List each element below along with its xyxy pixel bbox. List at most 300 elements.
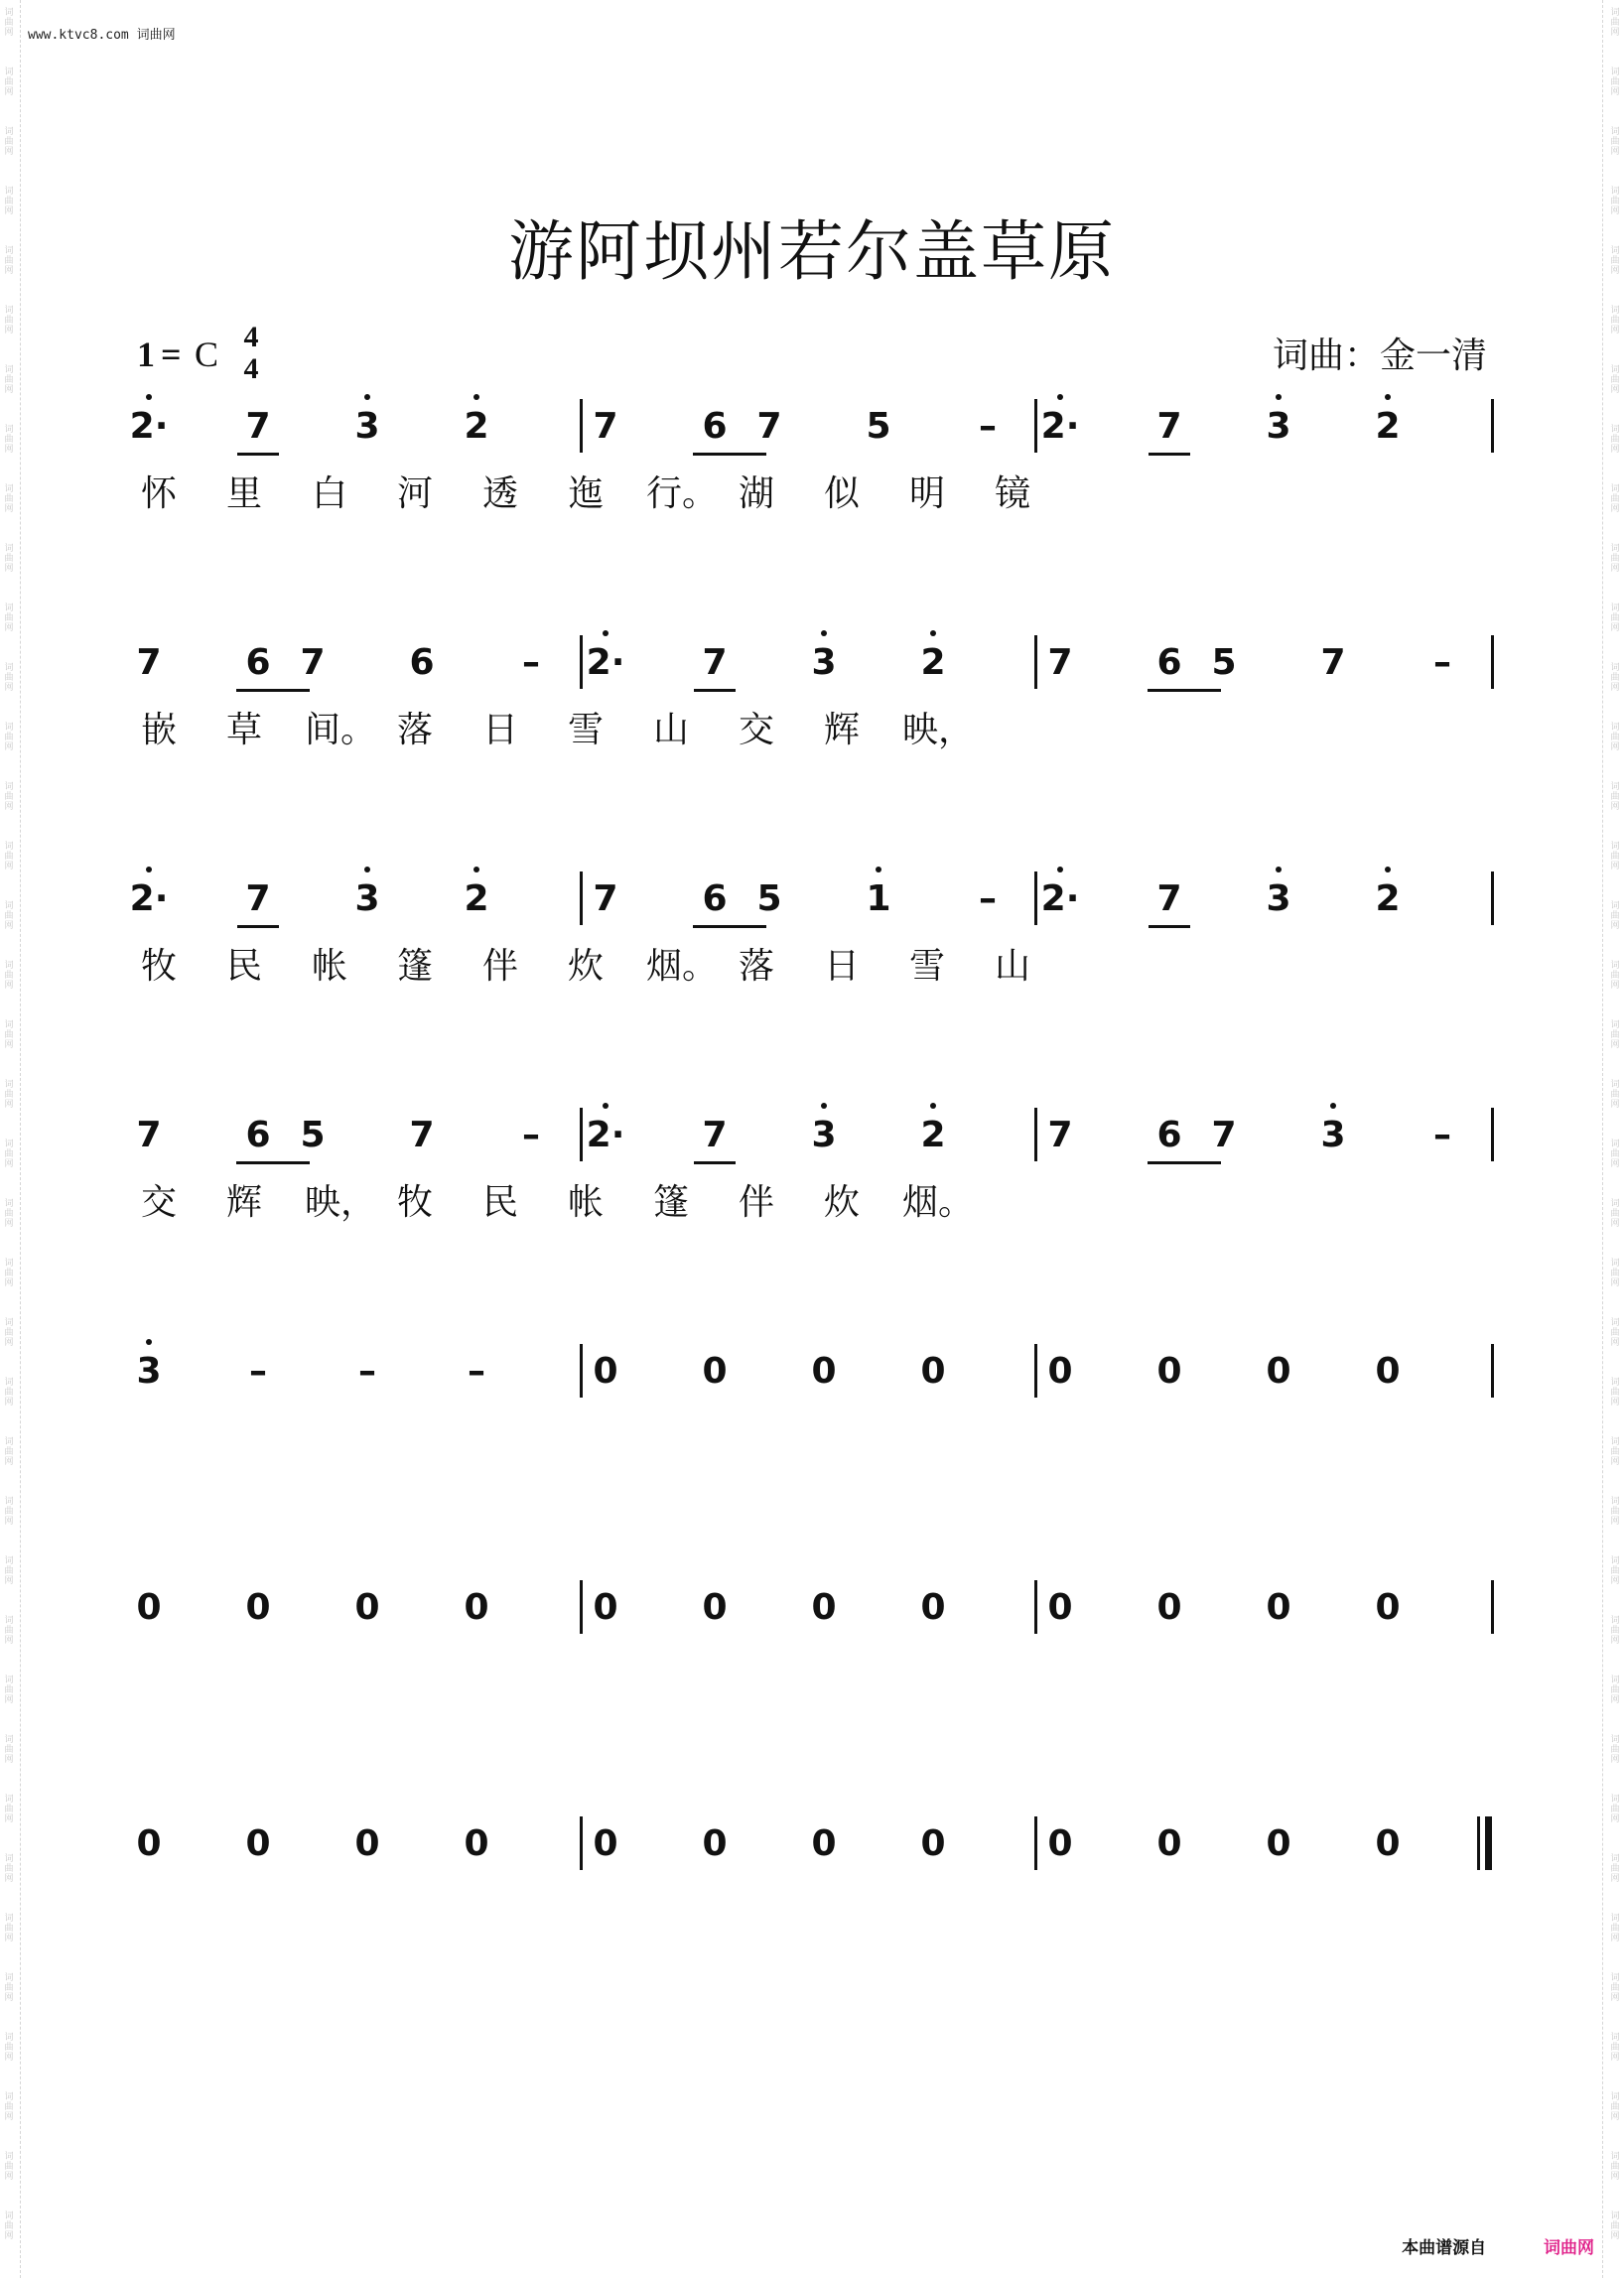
key-note: C [195,335,219,374]
score-note [1145,1348,1194,1396]
note-digit: 7 [300,642,326,683]
score-note [1035,403,1085,451]
score-note [1254,1348,1303,1396]
edge-watermark-text: 词 曲 网 [1610,1139,1620,1169]
score-note [1035,1348,1085,1396]
footer-prefix: 本曲谱源自 [1402,2238,1487,2258]
lyric-char: 草 [225,710,262,750]
lyric-char: 似 [823,473,860,514]
augmentation-dot: · [1065,878,1080,919]
lyric-char: 行。 [646,473,719,514]
edge-watermark-text: 词 曲 网 [4,782,14,812]
note-digit: – [522,642,540,683]
edge-watermark-text: 词 曲 网 [4,2152,14,2182]
edge-watermark-text: 词 曲 网 [4,961,14,991]
note-digit: 0 [702,1823,728,1864]
lyric-char: 迤 [567,473,604,514]
note-digit: 0 [464,1823,489,1864]
score-note [124,875,174,923]
lyric-char: 落 [396,710,433,750]
octave-dot [930,630,936,636]
note-digit: 0 [354,1823,380,1864]
note-digit: 0 [464,1587,489,1628]
note-digit: 7 [1320,642,1346,683]
note-digit: – [979,878,997,919]
score-note [124,403,174,451]
note-digit: 2 [920,642,946,683]
barline [1491,871,1494,925]
octave-dot [1276,394,1282,400]
octave-dot [821,630,827,636]
score-note [854,875,903,923]
edge-watermark-text: 词 曲 网 [4,127,14,157]
edge-watermark-text: 词 曲 网 [4,187,14,216]
edge-watermark-text: 词 曲 网 [1610,365,1620,395]
edge-watermark-text: 词 曲 网 [4,306,14,335]
lyric-char: 里 [225,473,262,514]
score-note [908,1112,958,1159]
note-digit: 7 [702,1115,728,1155]
score-note [1145,1820,1194,1868]
note-digit: 0 [702,1587,728,1628]
note-digit: 2 [464,406,489,447]
underline [237,925,279,928]
edge-watermark-text: 词 曲 网 [4,1675,14,1705]
note-digit: 7 [1211,1115,1237,1155]
score-note [1199,639,1249,687]
lyric-char: 帐 [567,1182,604,1223]
lyric-char: 交 [140,1182,177,1223]
note-digit: 3 [811,642,837,683]
lyric-char: 篷 [396,946,433,987]
score-note [581,875,630,923]
score-note [854,403,903,451]
score-note [963,403,1013,451]
score-note [1145,875,1194,923]
score-system [0,1820,1624,1900]
score-system [0,1348,1624,1427]
note-digit: – [1433,1115,1451,1155]
edge-watermark-text: 词 曲 网 [1610,8,1620,38]
score-note [581,1820,630,1868]
edge-watermark-text: 词 曲 网 [1610,842,1620,871]
edge-watermark-text: 词 曲 网 [1610,1735,1620,1765]
note-digit: 3 [1266,878,1291,919]
note-digit: 0 [1375,1587,1401,1628]
edge-watermark-text: 词 曲 网 [4,1020,14,1050]
key-degree: 1 [137,335,155,374]
score-note [342,875,392,923]
note-digit: – [249,1351,267,1392]
lyric-char: 篷 [652,1182,689,1223]
score-note [1035,1112,1085,1159]
lyric-char: 牧 [140,946,177,987]
edge-watermark-text: 词 曲 网 [1610,2152,1620,2182]
source-url: www.ktvc8.com 词曲网 [28,28,176,43]
note-digit: 2 [464,878,489,919]
score-note [342,1348,392,1396]
score-note [1254,875,1303,923]
score-system [0,403,1624,482]
note-digit: 3 [354,406,380,447]
lyric-char: 雪 [908,946,945,987]
octave-dot [364,867,370,872]
edge-watermark-text: 词 曲 网 [1610,1795,1620,1824]
score-note [1035,1820,1085,1868]
note-digit: 2 [1040,406,1066,447]
score-note [1308,639,1358,687]
edge-watermark-text: 词 曲 网 [4,1854,14,1884]
score-note [690,875,740,923]
note-digit: 3 [1266,406,1291,447]
barline [1491,1108,1494,1161]
underline [694,1161,736,1164]
octave-dot [146,1339,152,1345]
note-digit: 3 [1320,1115,1346,1155]
augmentation-dot: · [154,878,169,919]
edge-watermark-text: 词 曲 网 [1610,127,1620,157]
note-digit: 6 [702,878,728,919]
edge-watermark-text: 词 曲 网 [4,1199,14,1229]
note-digit: 0 [1047,1823,1073,1864]
edge-watermark-text: 词 曲 网 [4,1616,14,1646]
score-note [452,875,501,923]
lyric-char: 辉 [225,1182,262,1223]
score-note [908,1820,958,1868]
octave-dot [1057,867,1063,872]
edge-watermark-text: 词 曲 网 [4,1378,14,1407]
note-digit: 7 [245,878,271,919]
score-note [233,1348,283,1396]
score-note [1418,639,1467,687]
edge-watermark-text: 词 曲 网 [1610,187,1620,216]
score-note [744,875,794,923]
lyric-char: 烟。 [902,1182,975,1223]
score-note [581,1584,630,1632]
note-digit: 6 [409,642,435,683]
lyric-char: 日 [481,710,518,750]
note-digit: 0 [1047,1351,1073,1392]
edge-watermark-text: 词 曲 网 [4,484,14,514]
edge-watermark-text: 词 曲 网 [1610,1259,1620,1288]
edge-watermark-text: 词 曲 网 [4,901,14,931]
note-digit: 0 [354,1587,380,1628]
edge-watermark-text: 词 曲 网 [1610,901,1620,931]
lyric-char: 伴 [738,1182,774,1223]
underline-pair [693,453,766,456]
score-note [124,639,174,687]
score-note [799,639,849,687]
edge-watermark-text: 词 曲 网 [1610,1437,1620,1467]
score-note [963,875,1013,923]
edge-watermark-text: 词 曲 网 [1610,723,1620,752]
score-note [690,1820,740,1868]
barline [1491,399,1494,453]
note-digit: 6 [1156,1115,1182,1155]
octave-dot [146,394,152,400]
underline-pair [236,689,310,692]
note-digit: 3 [136,1351,162,1392]
edge-watermark-text: 词 曲 网 [1610,1556,1620,1586]
lyric-char: 镜 [994,473,1030,514]
note-digit: 0 [245,1823,271,1864]
barline [1491,1344,1494,1398]
augmentation-dot: · [154,406,169,447]
note-digit: 2 [586,1115,611,1155]
score-note [1145,1112,1194,1159]
score-note [799,1820,849,1868]
note-digit: 0 [920,1587,946,1628]
score-note [233,1584,283,1632]
lyric-char: 山 [994,946,1030,987]
note-digit: 7 [1156,406,1182,447]
note-digit: 0 [593,1587,618,1628]
lyric-char: 雪 [567,710,604,750]
score-note [799,1348,849,1396]
note-digit: 0 [593,1823,618,1864]
lyric-char: 河 [396,473,433,514]
octave-dot [930,1103,936,1109]
edge-watermark-text: 词 曲 网 [4,1556,14,1586]
note-digit: – [468,1351,485,1392]
footer-source [1402,2233,1594,2258]
edge-watermark-text: 词 曲 网 [1610,782,1620,812]
lyric-char: 日 [823,946,860,987]
lyric-char: 伴 [481,946,518,987]
edge-watermark-text: 词 曲 网 [1610,2092,1620,2122]
score-note [690,1112,740,1159]
underline-pair [1148,1161,1221,1164]
note-digit: 3 [811,1115,837,1155]
score-note [581,639,630,687]
score-note [581,1348,630,1396]
score-note [581,1112,630,1159]
score-note [1145,403,1194,451]
score-note [233,1112,283,1159]
time-signature-top: 4 [243,321,259,353]
edge-watermark-text: 词 曲 网 [1610,663,1620,693]
lyric-char: 民 [481,1182,518,1223]
underline [1149,925,1190,928]
note-digit: 5 [1211,642,1237,683]
edge-watermark-text: 词 曲 网 [1610,1914,1620,1943]
edge-watermark-text: 词 曲 网 [4,603,14,633]
note-digit: 2 [129,878,155,919]
edge-watermark-text: 词 曲 网 [1610,67,1620,97]
note-digit: 7 [409,1115,435,1155]
edge-watermark-text: 词 曲 网 [1610,603,1620,633]
note-digit: 7 [1047,1115,1073,1155]
note-digit: 2 [1375,406,1401,447]
octave-dot [146,867,152,872]
lyric-char: 牧 [396,1182,433,1223]
score-note [233,403,283,451]
edge-watermark-text: 词 曲 网 [4,1259,14,1288]
note-digit: – [358,1351,376,1392]
underline [1149,453,1190,456]
lyric-char: 落 [738,946,774,987]
score-note [397,1112,447,1159]
lyric-char: 透 [481,473,518,514]
score-note [452,1584,501,1632]
score-note [288,1112,338,1159]
score-note [452,1820,501,1868]
score-note [1035,1584,1085,1632]
edge-watermark-text: 词 曲 网 [4,842,14,871]
edge-watermark-text: 词 曲 网 [1610,1080,1620,1110]
edge-watermark-text: 词 曲 网 [1610,544,1620,574]
score-note [908,1348,958,1396]
note-digit: 7 [756,406,782,447]
score-note [581,403,630,451]
lyric-char: 怀 [140,473,177,514]
footer-site: 词曲网 [1544,2238,1594,2258]
augmentation-dot: · [610,642,625,683]
score-note [1363,1348,1413,1396]
note-digit: 0 [1375,1351,1401,1392]
edge-watermark-text: 词 曲 网 [1610,1497,1620,1527]
augmentation-dot: · [1065,406,1080,447]
note-digit: 2 [1040,878,1066,919]
score-note [908,639,958,687]
score-note [799,1112,849,1159]
octave-dot [603,630,609,636]
note-digit: – [1433,642,1451,683]
octave-dot [821,1103,827,1109]
time-signature [238,322,264,385]
octave-dot [474,867,479,872]
octave-dot [1385,394,1391,400]
score-note [342,403,392,451]
score-note [506,1112,556,1159]
score-note [799,1584,849,1632]
note-digit: 7 [136,642,162,683]
note-digit: 2 [1375,878,1401,919]
lyric-char: 炊 [567,946,604,987]
edge-watermark-text: 词 曲 网 [4,2033,14,2063]
edge-watermark-text: 词 曲 网 [1610,425,1620,455]
note-digit: 0 [245,1587,271,1628]
edge-watermark-text: 词 曲 网 [1610,2211,1620,2241]
score-note [690,403,740,451]
score-note [124,1112,174,1159]
edge-watermark-text: 词 曲 网 [4,544,14,574]
score-note [1254,403,1303,451]
score-system [0,639,1624,719]
octave-dot [876,867,881,872]
note-digit: 7 [593,878,618,919]
edge-watermark-text: 词 曲 网 [1610,1973,1620,2003]
note-digit: – [979,406,997,447]
note-digit: 0 [136,1823,162,1864]
lyric-char: 白 [311,473,347,514]
lyric-char: 嵌 [140,710,177,750]
score-note [233,875,283,923]
octave-dot [1276,867,1282,872]
note-digit: 0 [593,1351,618,1392]
note-digit: 3 [354,878,380,919]
edge-watermark-text: 词 曲 网 [4,1318,14,1348]
edge-watermark-text: 词 曲 网 [4,723,14,752]
underline-pair [236,1161,310,1164]
score-note [397,639,447,687]
note-digit: 0 [1375,1823,1401,1864]
note-digit: 0 [920,1823,946,1864]
note-digit: 7 [136,1115,162,1155]
note-digit: 0 [811,1823,837,1864]
note-digit: 6 [245,1115,271,1155]
score-note [744,403,794,451]
score-note [342,1820,392,1868]
note-digit: 0 [1156,1587,1182,1628]
note-digit: 5 [866,406,891,447]
score-system [0,1112,1624,1191]
score-note [288,639,338,687]
lyric-char: 映， [902,710,975,750]
octave-dot [1330,1103,1336,1109]
lyric-char: 湖 [738,473,774,514]
score-note [1363,875,1413,923]
score-system [0,875,1624,955]
octave-dot [603,1103,609,1109]
score-system [0,1584,1624,1664]
edge-watermark-text: 词 曲 网 [4,425,14,455]
score-note [690,639,740,687]
lyric-char: 辉 [823,710,860,750]
score-note [124,1348,174,1396]
score-note [1363,1820,1413,1868]
edge-watermark-text: 词 曲 网 [4,365,14,395]
edge-watermark-text: 词 曲 网 [1610,1616,1620,1646]
note-digit: 7 [1156,878,1182,919]
lyric-char: 山 [652,710,689,750]
edge-watermark-text: 词 曲 网 [4,2092,14,2122]
score-note [124,1584,174,1632]
edge-watermark-text: 词 曲 网 [4,246,14,276]
edge-watermark-text: 词 曲 网 [1610,1854,1620,1884]
octave-dot [1385,867,1391,872]
score-note [1145,1584,1194,1632]
octave-dot [474,394,479,400]
note-digit: 6 [702,406,728,447]
score-note [1035,875,1085,923]
note-digit: 2 [129,406,155,447]
edge-watermark-text: 词 曲 网 [1610,484,1620,514]
note-digit: 0 [1266,1823,1291,1864]
edge-watermark-text: 词 曲 网 [1610,1020,1620,1050]
octave-dot [364,394,370,400]
lyric-char: 帐 [311,946,347,987]
final-barline-thin [1477,1816,1480,1870]
edge-watermark-text: 词 曲 网 [4,67,14,97]
score-note [233,639,283,687]
edge-watermark-text: 词 曲 网 [4,1497,14,1527]
score-note [1363,1584,1413,1632]
edge-watermark-text: 词 曲 网 [4,1795,14,1824]
note-digit: 6 [1156,642,1182,683]
note-digit: 0 [1156,1351,1182,1392]
score-note [452,1348,501,1396]
barline [1491,1580,1494,1634]
edge-watermark-text: 词 曲 网 [1610,2033,1620,2063]
edge-watermark-text: 词 曲 网 [1610,1199,1620,1229]
note-digit: 0 [1266,1587,1291,1628]
score-note [1254,1820,1303,1868]
edge-watermark-text: 词 曲 网 [4,663,14,693]
note-digit: 0 [1047,1587,1073,1628]
note-digit: 0 [1266,1351,1291,1392]
lyric-char: 间。 [305,710,377,750]
